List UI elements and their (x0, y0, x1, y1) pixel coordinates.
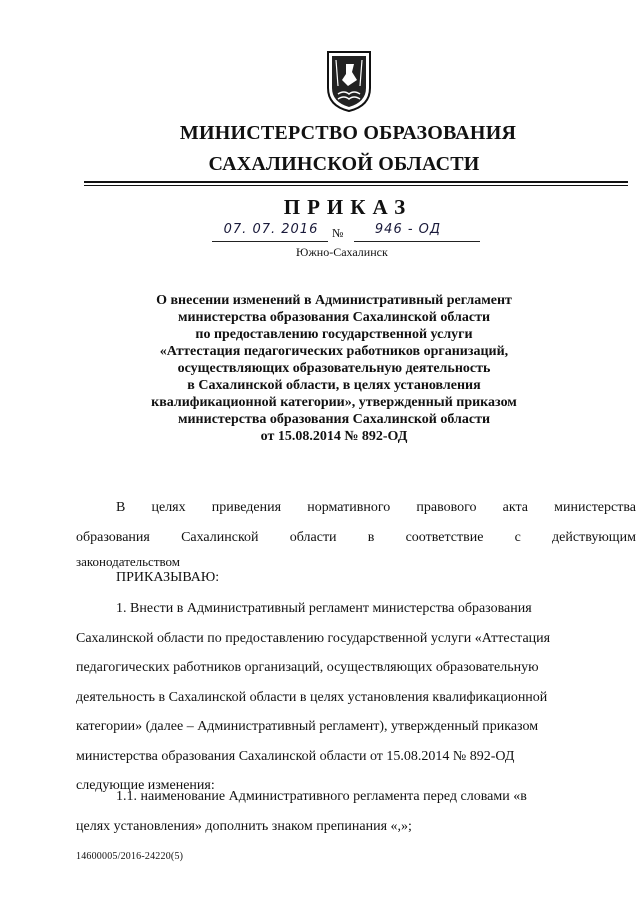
handwritten-date: 07. 07. 2016 (223, 222, 319, 237)
word: Сахалинской (181, 529, 259, 545)
heading-line: О внесении изменений в Административный регламент (156, 293, 512, 308)
heading-line: министерства образования Сахалинской области (177, 412, 491, 427)
word: приведения (211, 500, 282, 515)
heading-line: министерства образования Сахалинской области (177, 310, 491, 325)
word: целях (151, 500, 186, 515)
number-label: № (332, 226, 344, 240)
header-divider-thin (84, 185, 628, 186)
document-type-title: ПРИКАЗ (283, 195, 413, 219)
word: в (367, 529, 375, 545)
heading-line: «Аттестация педагогических работников организаций, (159, 344, 509, 359)
item1-last-line: следующие изменения: (76, 778, 215, 793)
ministry-name-line2: САХАЛИНСКОЙ ОБЛАСТИ (208, 153, 480, 175)
intro-line3: законодательством (76, 554, 181, 569)
word: образования (76, 529, 150, 545)
item1-line: 1. Внести в Административный регламент министерства образования (116, 601, 532, 616)
item11-line1: 1.1. наименование Административного регламента перед словами «в (116, 789, 527, 804)
word: соответствие (405, 529, 484, 545)
item1-line: министерства образования Сахалинской области от 15.08.2014 № 892-ОД (76, 748, 515, 764)
order-word: ПРИКАЗЫВАЮ: (116, 570, 220, 585)
item1-line: Сахалинской области по предоставлению государственной услуги «Аттестация (76, 630, 551, 646)
word: В (116, 500, 126, 515)
word: действующим (552, 529, 636, 545)
heading-line: от 15.08.2014 № 892-ОД (260, 429, 408, 444)
city-name: Южно-Сахалинск (296, 245, 388, 259)
document-code: 14600005/2016-24220(5) (76, 851, 184, 862)
item1-line: деятельность в Сахалинской области в целях установления квалификационной (76, 689, 548, 705)
heading-line: в Сахалинской области, в целях установления (187, 378, 481, 393)
date-underline (212, 241, 328, 242)
item1-line: педагогических работников организаций, осуществляющих образовательную (76, 660, 539, 675)
intro-line2 (76, 523, 636, 553)
document-heading (110, 292, 558, 445)
number-underline (354, 241, 480, 242)
item1-paragraph (76, 594, 636, 801)
heading-line: квалификационной категории», утвержденный приказом (151, 395, 517, 410)
sakhalin-coat-of-arms-icon (324, 50, 374, 112)
item11-line2: целях установления» дополнить знаком препинания «,»; (76, 818, 412, 834)
word: акта (502, 500, 528, 515)
word: нормативного (307, 500, 391, 515)
ministry-name-line1: МИНИСТЕРСТВО ОБРАЗОВАНИЯ (179, 122, 517, 144)
heading-line: осуществляющих образовательную деятельность (177, 361, 491, 376)
header-divider-thick (84, 181, 628, 183)
word: с (514, 529, 521, 545)
handwritten-number: 946 - ОД (374, 222, 442, 237)
intro-paragraph (76, 493, 636, 572)
item1-line: категории» (далее – Административный регламент), утвержденный приказом (76, 719, 539, 734)
word: области (289, 529, 337, 545)
heading-line: по предоставлению государственной услуги (195, 327, 473, 342)
word: министерства (554, 500, 636, 515)
word: правового (416, 500, 477, 515)
intro-line1 (76, 493, 636, 523)
item11-paragraph (76, 782, 636, 841)
